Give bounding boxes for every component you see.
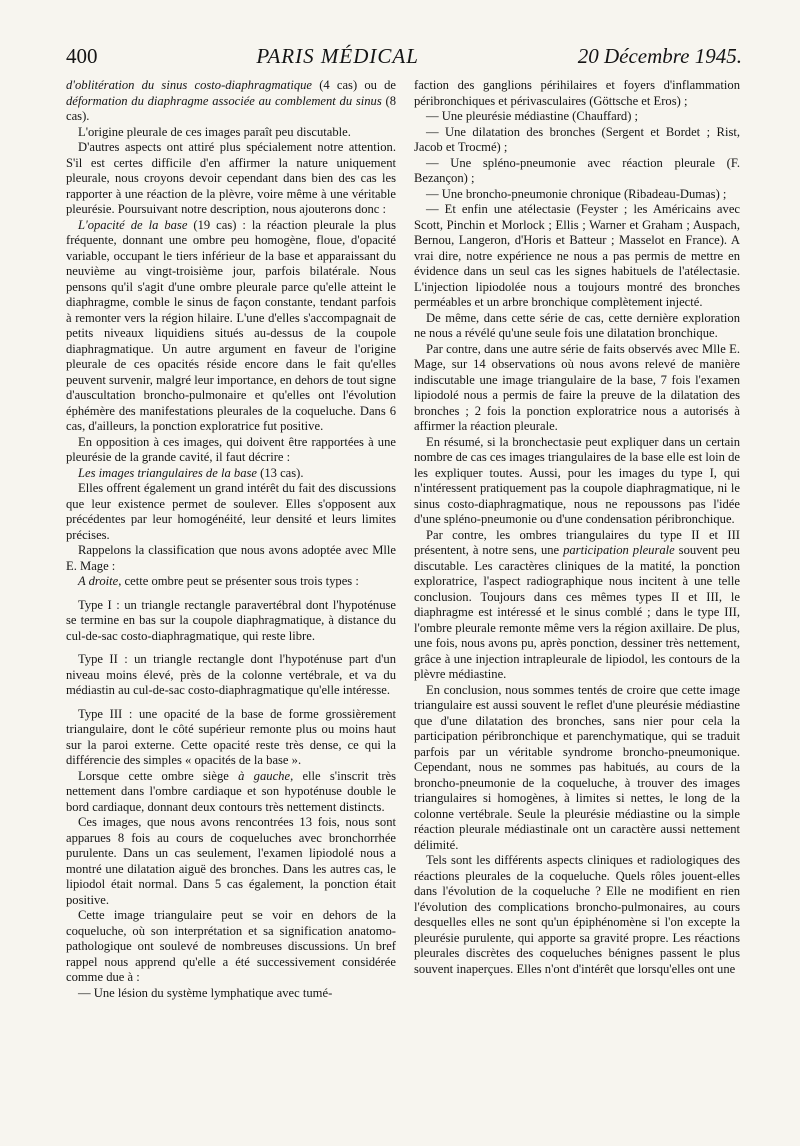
body-text: Elles offrent également un grand intérêt du fait des discussions que leur existence permet de soulever. Elles s'opposent aux précédentes par leur homogénéité, leur densité et leurs limites précises. <box>66 481 396 542</box>
paragraph <box>414 683 740 854</box>
body-text: , cette ombre peut se présenter sous trois types : <box>118 574 359 588</box>
right-column <box>414 78 740 977</box>
paragraph <box>66 769 396 816</box>
body-text: — Une spléno-pneumonie avec réaction pleurale (F. Bezançon) ; <box>414 155 740 185</box>
body-text: Cette image triangulaire peut se voir en dehors de la coqueluche, où son interprétation et sa signification anatomo-pathologique ont soulevé de nombreuses discussions. Un bref rappel nous apprend qu'elle a été successivement considérée comme due à : <box>66 908 396 984</box>
left-column <box>66 78 396 1001</box>
journal-title: PARIS MÉDICAL <box>256 44 419 68</box>
running-header <box>66 44 742 70</box>
paragraph <box>66 652 396 699</box>
paragraph <box>66 543 396 574</box>
body-text: En opposition à ces images, qui doivent être rapportées à une pleurésie de la grande cavité, il faut décrire : <box>66 434 396 464</box>
body-text: (19 cas) : la réaction pleurale la plus fréquente, donnant une ombre peu homogène, floue, d'opacité variable, occupant le tiers inférieur de la base et apparaissant du neuvième au vingt-troisième jour, parfois bilatérale. Nous pensons qu'il s'agit d'une ombre pleurale parce qu'elle atteint le diaphragme, comble le sinus de façon constante, tendant parfois à remonter vers la région hilaire. L'une d'elles s'accompagnait de petits niveaux liquidiens situés au-dessus de la coupole diaphragmatique. Un autre argument en faveur de l'origine pleurale de ces opacités réside encore dans le fait qu'elles peuvent survenir, malgré leur importance, en dehors de tout signe d'auscultation broncho-pulmonaire et qu'elles ont l'évolution éphémère des manifestations pleurales de la coqueluche. Dans 6 cas, d'ailleurs, la ponction exploratrice fut positive. <box>66 217 396 433</box>
paragraph <box>414 156 740 187</box>
body-text: souvent peu discutable. Les caractères cliniques de la matité, la ponction exploratrice, l'aspect radiographique nous incitent à une telle conclusion. Toujours dans ces mêmes types II et III, le diaphragme est intéressé et le sinus comblé ; dans le type III, l'ombre pleurale remonte même vers la région axillaire. De plus, une fois, nous avons pu, après ponction, dessiner très nettement, grâce à une injection intrapleurale de lipiodol, les contours de la plèvre médiastine. <box>414 543 740 681</box>
body-text: En résumé, si la bronchectasie peut expliquer dans un certain nombre de cas ces images triangulaires de la base elle est loin de les expliquer toutes. Aussi, pour les images du type I, qui n'intéressent pratiquement pas la coupole diaphragmatique, ni le sinus costo-diaphragmatique, nous ne repoussons pas l'idée d'une spléno-pneumonie ou d'une condensation péribronchique. <box>414 434 740 526</box>
italic-text: L'opacité de la base <box>78 217 188 232</box>
body-text: — Une dilatation des bronches (Sergent et Bordet ; Rist, Jacob et Trocmé) ; <box>414 124 740 154</box>
paragraph <box>414 109 740 125</box>
paragraph <box>66 707 396 769</box>
body-text: — Et enfin une atélectasie (Feyster ; les Américains avec Scott, Pinchin et Morlock ; Ellis ; Warner et Graham ; Auspach, Bernou, Langeron, d'Horis et Batteur ; Masselot en France). A vrai dire, notre expérience ne nous a pas permis de mettre en évidence dans un seul cas les signes habituels de l'atélectasie. L'injection lipiodolée nous a toujours montré des bronches perméables et un arbre bronchique complètement injecté. <box>414 202 740 309</box>
body-text: (8 cas). <box>66 93 396 123</box>
paragraph <box>66 435 396 466</box>
paragraph <box>66 140 396 218</box>
body-text: Rappelons la classification que nous avons adoptée avec Mlle E. Mage : <box>66 543 396 573</box>
body-text: Type II : un triangle rectangle dont l'hypoténuse part d'un niveau moins élevé, près de la colonne vertébrale, et va du médiastin au cul-de-sac costo-diaphragmatique qu'elle intéresse. <box>66 652 396 697</box>
body-text: faction des ganglions périhilaires et foyers d'inflammation péribronchiques et périvasculaires (Göttsche et Eros) ; <box>414 78 740 108</box>
italic-text: d'oblitération du sinus costo-diaphragmatique <box>66 78 313 92</box>
body-text: Tels sont les différents aspects cliniques et radiologiques des réactions pleurales de la coqueluche. Quels rôles jouent-elles dans l'évolution de la coqueluche ? Elle ne modifient en rien l'évolution des complications broncho-pulmonaires, au cours desquelles elles ne sont qu'un épiphénomène si l'on excepte la pleurésie purulente, qui apporte sa gravité propre. Les réactions pleurales discrètes des coqueluches bénignes passent le plus souvent inaperçues. Elles n'ont d'intérêt que lorsqu'elles ont une <box>414 853 740 976</box>
italic-text: Les images triangulaires de la base <box>78 465 257 480</box>
body-text: Lorsque cette ombre siège <box>78 768 239 783</box>
paragraph <box>66 125 396 141</box>
body-text: , elle s'inscrit très nettement dans l'ombre cardiaque et son hypoténuse double le bord cardiaque, donnant deux contours très nettement distincts. <box>66 768 396 814</box>
paragraph <box>414 342 740 435</box>
body-text: En conclusion, nous sommes tentés de croire que cette image triangulaire est aussi souvent le reflet d'une pleurésie médiastine que d'une dilatation des bronches, sans nier pour cela la participation péribronchique et parenchymatique, qui se traduit parfois par un véritable syndrome broncho-pneumonique. Cependant, nous ne sommes pas habitués, au cours de la broncho-pneumonie de la coqueluche, à trouver des images triangulaires si homogènes, à limites si nettes, le long de la colonne vertébrale. Seule la pleurésie médiastine ou la simple réaction pleurale médiastinale ont un caractère aussi nettement délimité. <box>414 682 740 852</box>
paragraph <box>414 78 740 109</box>
paragraph <box>414 125 740 156</box>
italic-text: à gauche <box>238 768 291 783</box>
body-text: (4 cas) ou de <box>312 78 396 92</box>
body-text: Type I : un triangle rectangle paravertébral dont l'hypoténuse se termine en bas sur la coupole diaphragmatique, à distance du cul-de-sac costo-diaphragmatique, qui reste libre. <box>66 597 396 643</box>
body-text: — Une lésion du système lymphatique avec tumé- <box>78 985 333 1000</box>
paragraph <box>66 574 396 590</box>
body-text: (13 cas). <box>257 465 304 480</box>
paragraph <box>414 853 740 977</box>
body-text: Ces images, que nous avons rencontrées 13 fois, nous sont apparues 8 fois au cours de coqueluches avec bronchorrhée purulente. Dans un cas seulement, l'examen lipiodolé nous a montré une dilatation aiguë des bronches. Dans les autres cas, le lipiodol était normal. Dans 5 cas également, la ponction était positive. <box>66 815 396 907</box>
issue-date: 20 Décembre 1945. <box>577 44 742 68</box>
paragraph <box>414 202 740 311</box>
page-number: 400 <box>66 44 98 68</box>
paragraph <box>66 908 396 986</box>
paragraph <box>414 528 740 683</box>
body-text: Par contre, les ombres triangulaires du type II et III présentent, à notre sens, une <box>414 527 740 557</box>
italic-text: déformation du diaphragme associée au comblement du sinus <box>66 93 382 108</box>
body-text: L'origine pleurale de ces images paraît peu discutable. <box>78 124 351 139</box>
paragraph <box>66 481 396 543</box>
body-text: D'autres aspects ont attiré plus spécialement notre attention. S'il est certes difficile d'en affirmer la nature uniquement pleurale, nous croyons devoir cependant dans bien des cas les rapporter à une réaction de la plèvre, voire même à une véritable pleurésie. Poursuivant notre description, nous ajouterons donc : <box>66 140 396 216</box>
paragraph <box>414 187 740 203</box>
paragraph <box>66 815 396 908</box>
body-text: — Une broncho-pneumonie chronique (Ribadeau-Dumas) ; <box>426 186 727 201</box>
paragraph <box>66 598 396 645</box>
paragraph <box>66 218 396 435</box>
paragraph <box>66 986 396 1002</box>
body-text: — Une pleurésie médiastine (Chauffard) ; <box>426 109 639 123</box>
italic-text: participation pleurale <box>563 543 675 557</box>
body-text: Par contre, dans une autre série de faits observés avec Mlle E. Mage, sur 14 observations où nous avons relevé de manière indiscutable une image triangulaire de la base, 7 fois l'examen lipiodolé nous a permis de faire la preuve de la dilatation des bronches ; 2 fois la ponction exploratrice nous a autorisés à affirmer la réaction pleurale. <box>414 341 740 433</box>
paragraph <box>66 466 396 482</box>
paragraph <box>414 435 740 528</box>
body-text: Type III : une opacité de la base de forme grossièrement triangulaire, dont le côté supérieur remonte plus ou moins haut sur la paroi externe. Cette opacité reste très dense, ce qui la différencie des simples « opacités de la base ». <box>66 706 396 767</box>
paragraph <box>414 311 740 342</box>
italic-text: A droite <box>78 574 119 588</box>
body-text: De même, dans cette série de cas, cette dernière exploration ne nous a révélé qu'une seule fois une dilatation bronchique. <box>414 310 740 340</box>
paragraph <box>66 78 396 125</box>
